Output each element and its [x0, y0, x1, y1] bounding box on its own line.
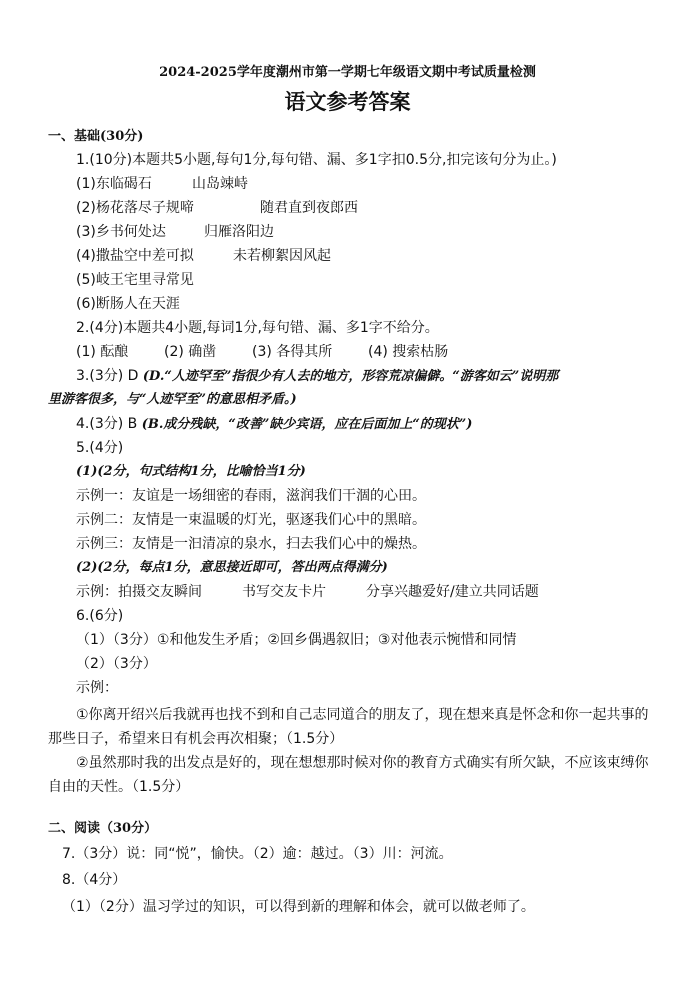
q6-example-paragraph-2: ②虽然那时我的出发点是好的，现在想想那时候对你的教育方式确实有所欠缺，不应该束缚你自由的天性。（1.5分）: [48, 755, 649, 795]
q5-example-item-1: 拍摄交友瞬间: [118, 584, 202, 600]
q1-row-2-b: 随君直到夜郎西: [260, 200, 358, 216]
q2-answer-2: (2) 确凿: [164, 344, 217, 360]
q2-answers: [76, 343, 448, 361]
q1-row-2: [76, 199, 358, 217]
q6-sub1-text: ①和他发生矛盾；②回乡偶遇叙旧；③对他表示惋惜和同情: [156, 632, 517, 648]
q8-intro: 8.（4分）: [62, 872, 127, 888]
q3-line-1: [76, 367, 558, 386]
q1-row-3-b: 归雁洛阳边: [204, 224, 274, 240]
q1-row-1-b: 山岛竦峙: [192, 176, 248, 192]
q4-explanation: (B.成分残缺，“改善”缺少宾语，应在后面加上“的现状”): [141, 417, 473, 432]
q2-intro: 2.(4分)本题共4小题,每词1分,每句错、漏、多1字不给分。: [76, 320, 439, 336]
q6-intro: 6.(6分): [76, 608, 124, 624]
q6-sub1-label: （1）（3分）: [76, 632, 157, 648]
q5-example-item-3: 分享兴趣爱好/建立共同话题: [366, 584, 539, 600]
section-heading-reading: 二、阅读（30分）: [48, 821, 158, 836]
q5-example-3: 示例三：友情是一汩清凉的泉水，扫去我们心中的燥热。: [76, 536, 426, 552]
q3-explanation-b: 里游客很多，与“人迹罕至”的意思相矛盾。): [48, 392, 297, 407]
q1-row-4-b: 未若柳絮因风起: [233, 248, 331, 264]
q5-example-1: 示例一：友谊是一场细密的春雨，滋润我们干涸的心田。: [76, 488, 426, 504]
q5-sub2: (2)(2分，每点1分，意思接近即可，答出两点得满分): [76, 560, 388, 575]
q4-label: 4.(3分) B: [76, 416, 142, 432]
q2-answer-4: (4) 搜索枯肠: [368, 344, 449, 360]
q5-example-2: 示例二：友情是一束温暖的灯光，驱逐我们心中的黑暗。: [76, 512, 426, 528]
q6-example-paragraph-1: ①你离开绍兴后我就再也找不到和自己志同道合的朋友了，现在想来真是怀念和你一起共事的那些日子，希望来日有机会再次相聚；（1.5分）: [48, 707, 649, 747]
q5-intro: 5.(4分): [76, 440, 124, 456]
q6-sub1: [76, 631, 516, 649]
q5-example-label: 示例：: [76, 584, 118, 600]
q1-row-3: [76, 223, 274, 241]
q1-row-3-a: (3)乡书何处达: [76, 224, 166, 240]
q3-explanation-a: (D.“人迹罕至”指很少有人去的地方，形容荒凉偏僻。“游客如云”说明那: [142, 369, 559, 384]
q1-row-1-a: (1)东临碣石: [76, 176, 152, 192]
q1-row-1: [76, 175, 248, 193]
q2-answer-3: (3) 各得其所: [252, 344, 333, 360]
q1-row-2-a: (2)杨花落尽子规啼: [76, 200, 194, 216]
page-title: 语文参考答案: [284, 89, 411, 114]
section-heading-basics: 一、基础(30分): [48, 129, 144, 144]
q6-sub2: （2）（3分）: [76, 656, 157, 672]
q6-example-label: 示例：: [76, 680, 118, 696]
q2-answer-1: (1) 酝酿: [76, 344, 129, 360]
q7-answer: 7.（3分）说：同“悦”，愉快。（2）逾：越过。（3）川：河流。: [62, 846, 453, 862]
exam-subtitle: 2024-2025学年度潮州市第一学期七年级语文期中考试质量检测: [159, 65, 536, 80]
q5-sub1: (1)(2分，句式结构1分，比喻恰当1分): [76, 464, 306, 479]
q1-row-4-a: (4)撒盐空中差可拟: [76, 248, 194, 264]
q1-row-5: (5)岐王宅里寻常见: [76, 272, 194, 288]
q5-example-line: [76, 583, 539, 601]
q5-example-item-2: 书写交友卡片: [242, 584, 326, 600]
q8-sub1: （1）（2分）温习学过的知识，可以得到新的理解和体会，就可以做老师了。: [62, 899, 535, 915]
q1-intro: 1.(10分)本题共5小题,每句1分,每句错、漏、多1字扣0.5分,扣完该句分为止。): [76, 152, 557, 168]
q1-row-4: [76, 247, 331, 265]
q1-row-6: (6)断肠人在天涯: [76, 296, 180, 312]
q3-label: 3.(3分) D: [76, 368, 143, 384]
q4-line: [76, 415, 472, 434]
